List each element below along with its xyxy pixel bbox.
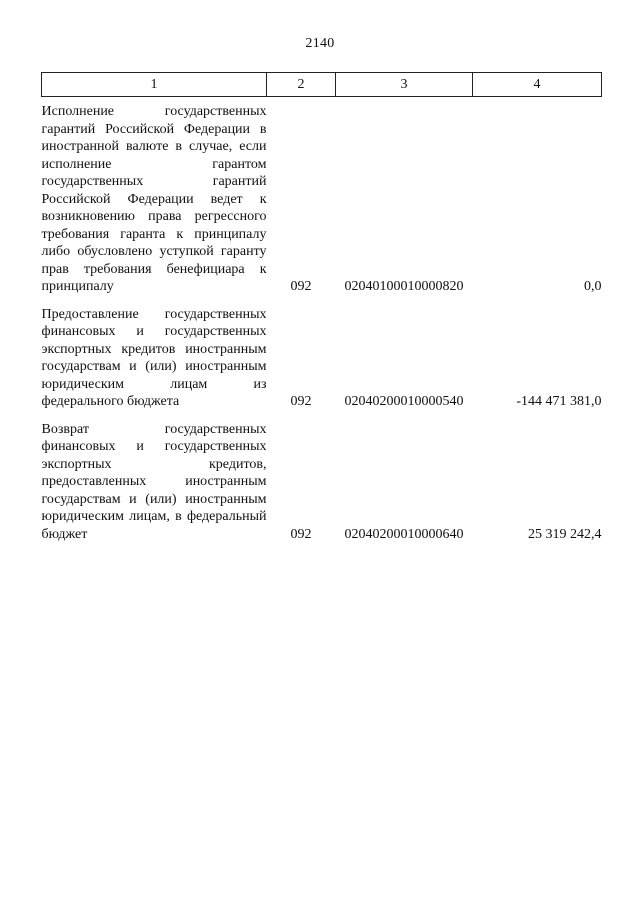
budget-table (41, 72, 602, 543)
row-classification-code: 02040200010000540 (344, 394, 464, 409)
table-row (42, 296, 602, 411)
column-header-3: 3 (336, 73, 473, 97)
row-description: Возврат государственных финансовых и государственных экспортных кредитов, предоставленных иностранным государствам и (или) иностранным юридическим лицам, в федеральный бюджет (41, 421, 267, 542)
row-admin-code: 092 (290, 526, 312, 542)
column-header-4: 4 (473, 73, 602, 97)
row-amount: 25 319 242,4 (528, 526, 602, 542)
row-classification-code: 02040100010000820 (344, 279, 464, 294)
row-description: Исполнение государственных гарантий Российской Федерации в иностранной валюте в случае, если исполнение гарантом государственных гарантий Российской Федерации ведет к возникновению права регрессного требования гаранта к принципалу либо обусловлено уступкой гаранту прав требования бенефициара к принципалу (41, 104, 267, 294)
row-classification-code: 02040200010000640 (344, 526, 464, 542)
table-row (42, 411, 602, 544)
table-header-row (42, 73, 602, 97)
row-admin-code: 092 (290, 279, 312, 294)
row-admin-code: 092 (290, 394, 312, 409)
column-header-2: 2 (267, 73, 336, 97)
page-number: 2140 (305, 36, 335, 51)
row-description: Предоставление государственных финансовых и государственных экспортных кредитов иностранным государствам и (или) иностранным юридическим лицам из федерального бюджета (41, 306, 267, 409)
row-amount: -144 471 381,0 (516, 394, 602, 409)
row-amount: 0,0 (584, 279, 602, 294)
table-row (42, 97, 602, 296)
column-header-1: 1 (42, 73, 267, 97)
